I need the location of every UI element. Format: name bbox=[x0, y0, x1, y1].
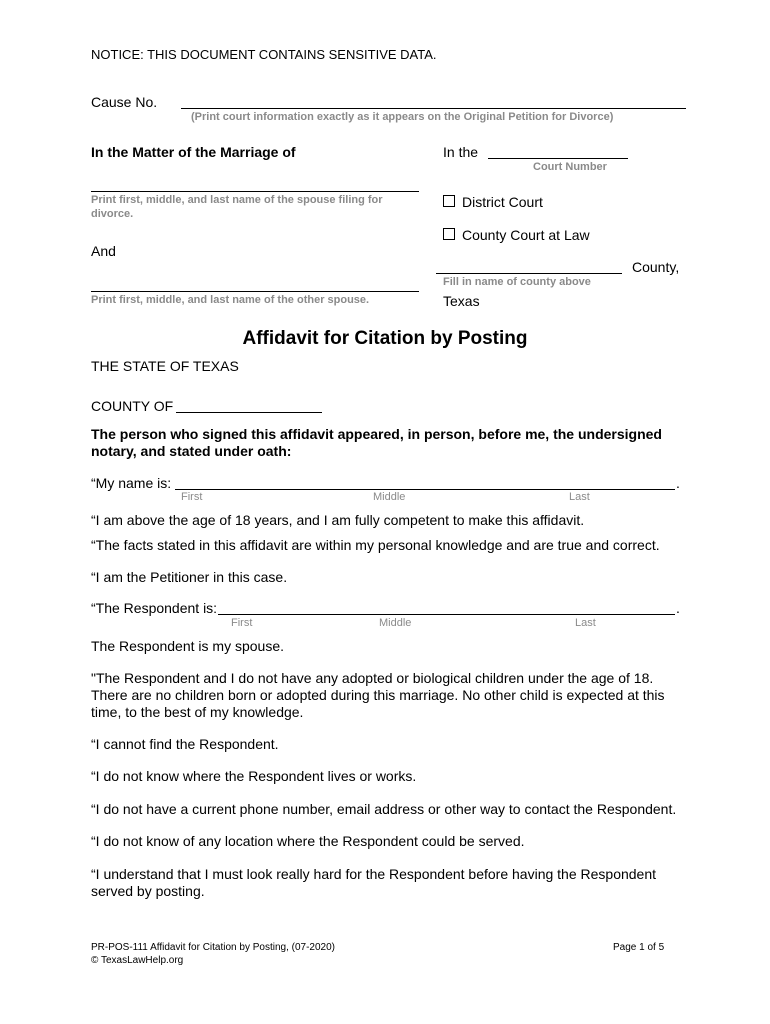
district-court-checkbox[interactable] bbox=[443, 195, 455, 207]
sensitive-data-notice: NOTICE: THIS DOCUMENT CONTAINS SENSITIVE DATA. bbox=[91, 47, 437, 62]
facts-statement: “The facts stated in this affidavit are within my personal knowledge and are true and correct. bbox=[91, 537, 660, 553]
state-texas: Texas bbox=[443, 293, 480, 309]
no-location-statement: “I do not know of any location where the Respondent could be served. bbox=[91, 833, 525, 849]
state-of-texas: THE STATE OF TEXAS bbox=[91, 358, 239, 374]
respondent-last-hint: Last bbox=[575, 617, 596, 629]
spouse-statement: The Respondent is my spouse. bbox=[91, 638, 284, 654]
petitioner-statement: “I am the Petitioner in this case. bbox=[91, 569, 288, 585]
age-statement: “I am above the age of 18 years, and I am fully competent to make this affidavit. bbox=[91, 512, 585, 528]
look-hard-statement: “I understand that I must look really hard for the Respondent before having the Respondent served by posting. bbox=[91, 866, 657, 899]
footer-copyright: © TexasLawHelp.org bbox=[91, 955, 184, 966]
spouse2-name-line[interactable] bbox=[91, 291, 419, 292]
my-name-middle-hint: Middle bbox=[373, 491, 406, 503]
no-phone-statement: “I do not have a current phone number, email address or other way to contact the Respondent. bbox=[91, 801, 677, 817]
court-number-line[interactable] bbox=[488, 158, 628, 159]
county-name-line[interactable] bbox=[436, 273, 622, 274]
children-statement: "The Respondent and I do not have any adopted or biological children under the age of 18. There are no children born or adopted during this marriage. No other child is expected at this time, to the best of my knowledge. bbox=[91, 670, 665, 720]
and-label: And bbox=[91, 243, 116, 259]
respondent-label: “The Respondent is: bbox=[91, 600, 218, 616]
county-label: County, bbox=[632, 259, 680, 275]
my-name-line[interactable] bbox=[175, 489, 675, 490]
respondent-period: . bbox=[676, 600, 680, 616]
county-of-label: COUNTY OF bbox=[91, 398, 174, 414]
document-title: Affidavit for Citation by Posting bbox=[242, 328, 528, 349]
county-hint: Fill in name of county above bbox=[443, 276, 591, 288]
not-know-where-statement: “I do not know where the Respondent lives or works. bbox=[91, 768, 417, 784]
spouse1-hint-line1: Print first, middle, and last name of the spouse filing for bbox=[91, 194, 383, 206]
footer-page-number: Page 1 of 5 bbox=[613, 942, 665, 953]
respondent-middle-hint: Middle bbox=[379, 617, 412, 629]
my-name-first-hint: First bbox=[181, 491, 203, 503]
respondent-name-line[interactable] bbox=[218, 614, 675, 615]
intro-statement: The person who signed this affidavit appeared, in person, before me, the undersigned notary, and stated under oath: bbox=[91, 426, 662, 459]
cause-number-line[interactable] bbox=[181, 108, 686, 109]
court-number-hint: Court Number bbox=[533, 161, 607, 173]
cause-number-label: Cause No. bbox=[91, 94, 158, 110]
my-name-label: “My name is: bbox=[91, 475, 172, 491]
cannot-find-statement: “I cannot find the Respondent. bbox=[91, 736, 279, 752]
spouse2-hint: Print first, middle, and last name of the other spouse. bbox=[91, 294, 370, 306]
my-name-period: . bbox=[676, 475, 680, 491]
respondent-first-hint: First bbox=[231, 617, 253, 629]
spouse1-hint-line2: divorce. bbox=[91, 208, 134, 220]
county-court-checkbox[interactable] bbox=[443, 228, 455, 240]
county-court-label: County Court at Law bbox=[462, 227, 590, 243]
footer-form-id: PR-POS-111 Affidavit for Citation by Posting, (07-2020) bbox=[91, 942, 336, 953]
my-name-last-hint: Last bbox=[569, 491, 590, 503]
matter-heading: In the Matter of the Marriage of bbox=[91, 144, 296, 160]
in-the-label: In the bbox=[443, 144, 479, 160]
spouse1-name-line[interactable] bbox=[91, 191, 419, 192]
district-court-label: District Court bbox=[462, 194, 543, 210]
county-of-line[interactable] bbox=[176, 412, 322, 413]
cause-number-hint: (Print court information exactly as it appears on the Original Petition for Divorce) bbox=[191, 111, 614, 123]
